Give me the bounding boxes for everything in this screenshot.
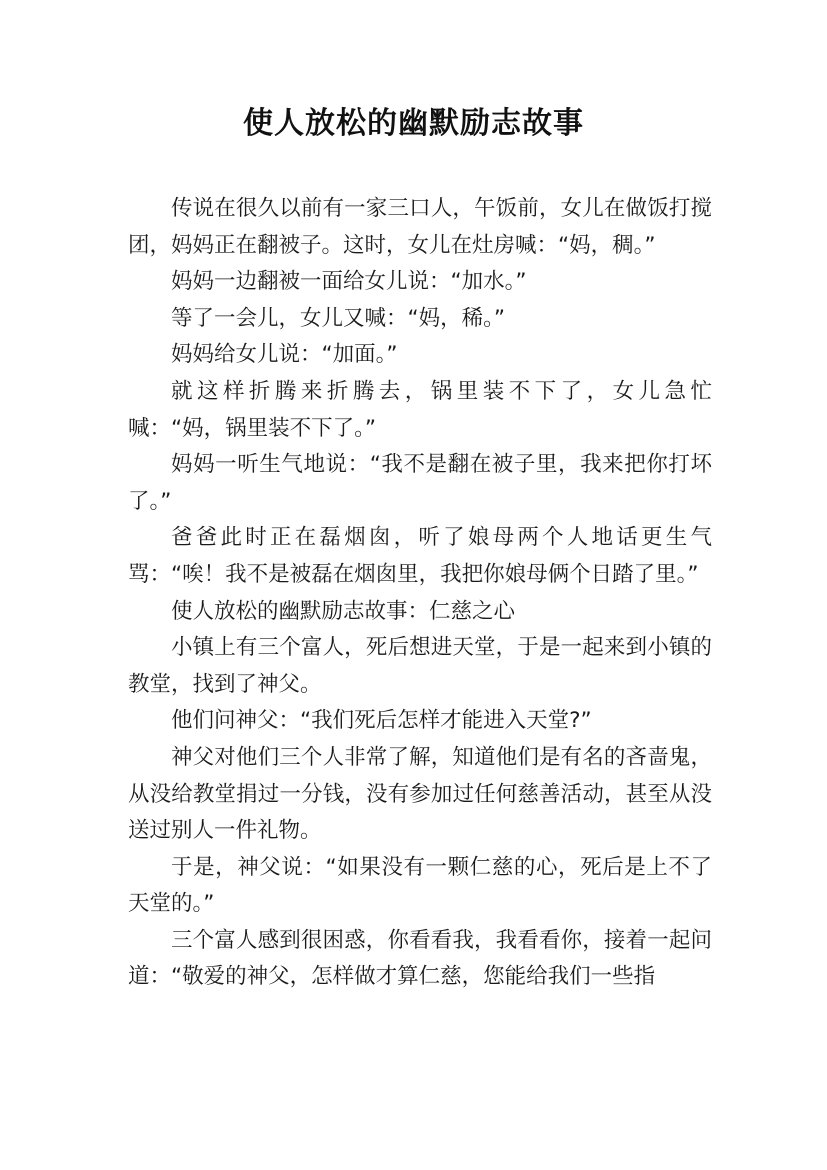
paragraph: 妈妈一边翻被一面给女儿说：“加水。” <box>171 269 527 295</box>
section-heading: 使人放松的幽默励志故事：仁慈之心 <box>171 598 516 624</box>
paragraph: 神父对他们三个人非常了解，知道他们是有名的吝啬鬼，从没给教堂捐过一分钱，没有参加过任何慈善活动，甚至从没送过别人一件礼物。 <box>128 744 712 844</box>
paragraph: 传说在很久以前有一家三口人，午饭前，女儿在做饭打搅团，妈妈正在翻被子。这时，女儿在灶房喊：“妈，稠。” <box>128 196 712 258</box>
paragraph: 就这样折腾来折腾去，锅里装不下了，女儿急忙喊：“妈，锅里装不下了。” <box>128 378 712 441</box>
paragraph: 三个富人感到很困惑，你看看我，我看看你，接着一起问道：“敬爱的神父，怎样做才算仁慈，您能给我们一些指 <box>128 927 712 990</box>
document-title: 使人放松的幽默励志故事 <box>243 106 584 141</box>
paragraph: 爸爸此时正在磊烟囱，听了娘母两个人地话更生气骂：“唉！我不是被磊在烟囱里，我把你娘母俩个日踏了里。” <box>128 525 712 587</box>
paragraph: 小镇上有三个富人，死后想进天堂，于是一起来到小镇的教堂，找到了神父。 <box>128 635 712 697</box>
paragraph: 妈妈给女儿说：“加面。” <box>171 342 398 368</box>
document-body <box>128 191 712 996</box>
paragraph: 于是，神父说：“如果没有一颗仁慈的心，死后是上不了天堂的。” <box>128 854 712 917</box>
paragraph: 他们问神父：“我们死后怎样才能进入天堂?” <box>171 708 592 734</box>
paragraph: 等了一会儿，女儿又喊：“妈，稀。” <box>171 305 506 331</box>
paragraph: 妈妈一听生气地说：“我不是翻在被子里，我来把你打坏了。” <box>128 452 712 514</box>
